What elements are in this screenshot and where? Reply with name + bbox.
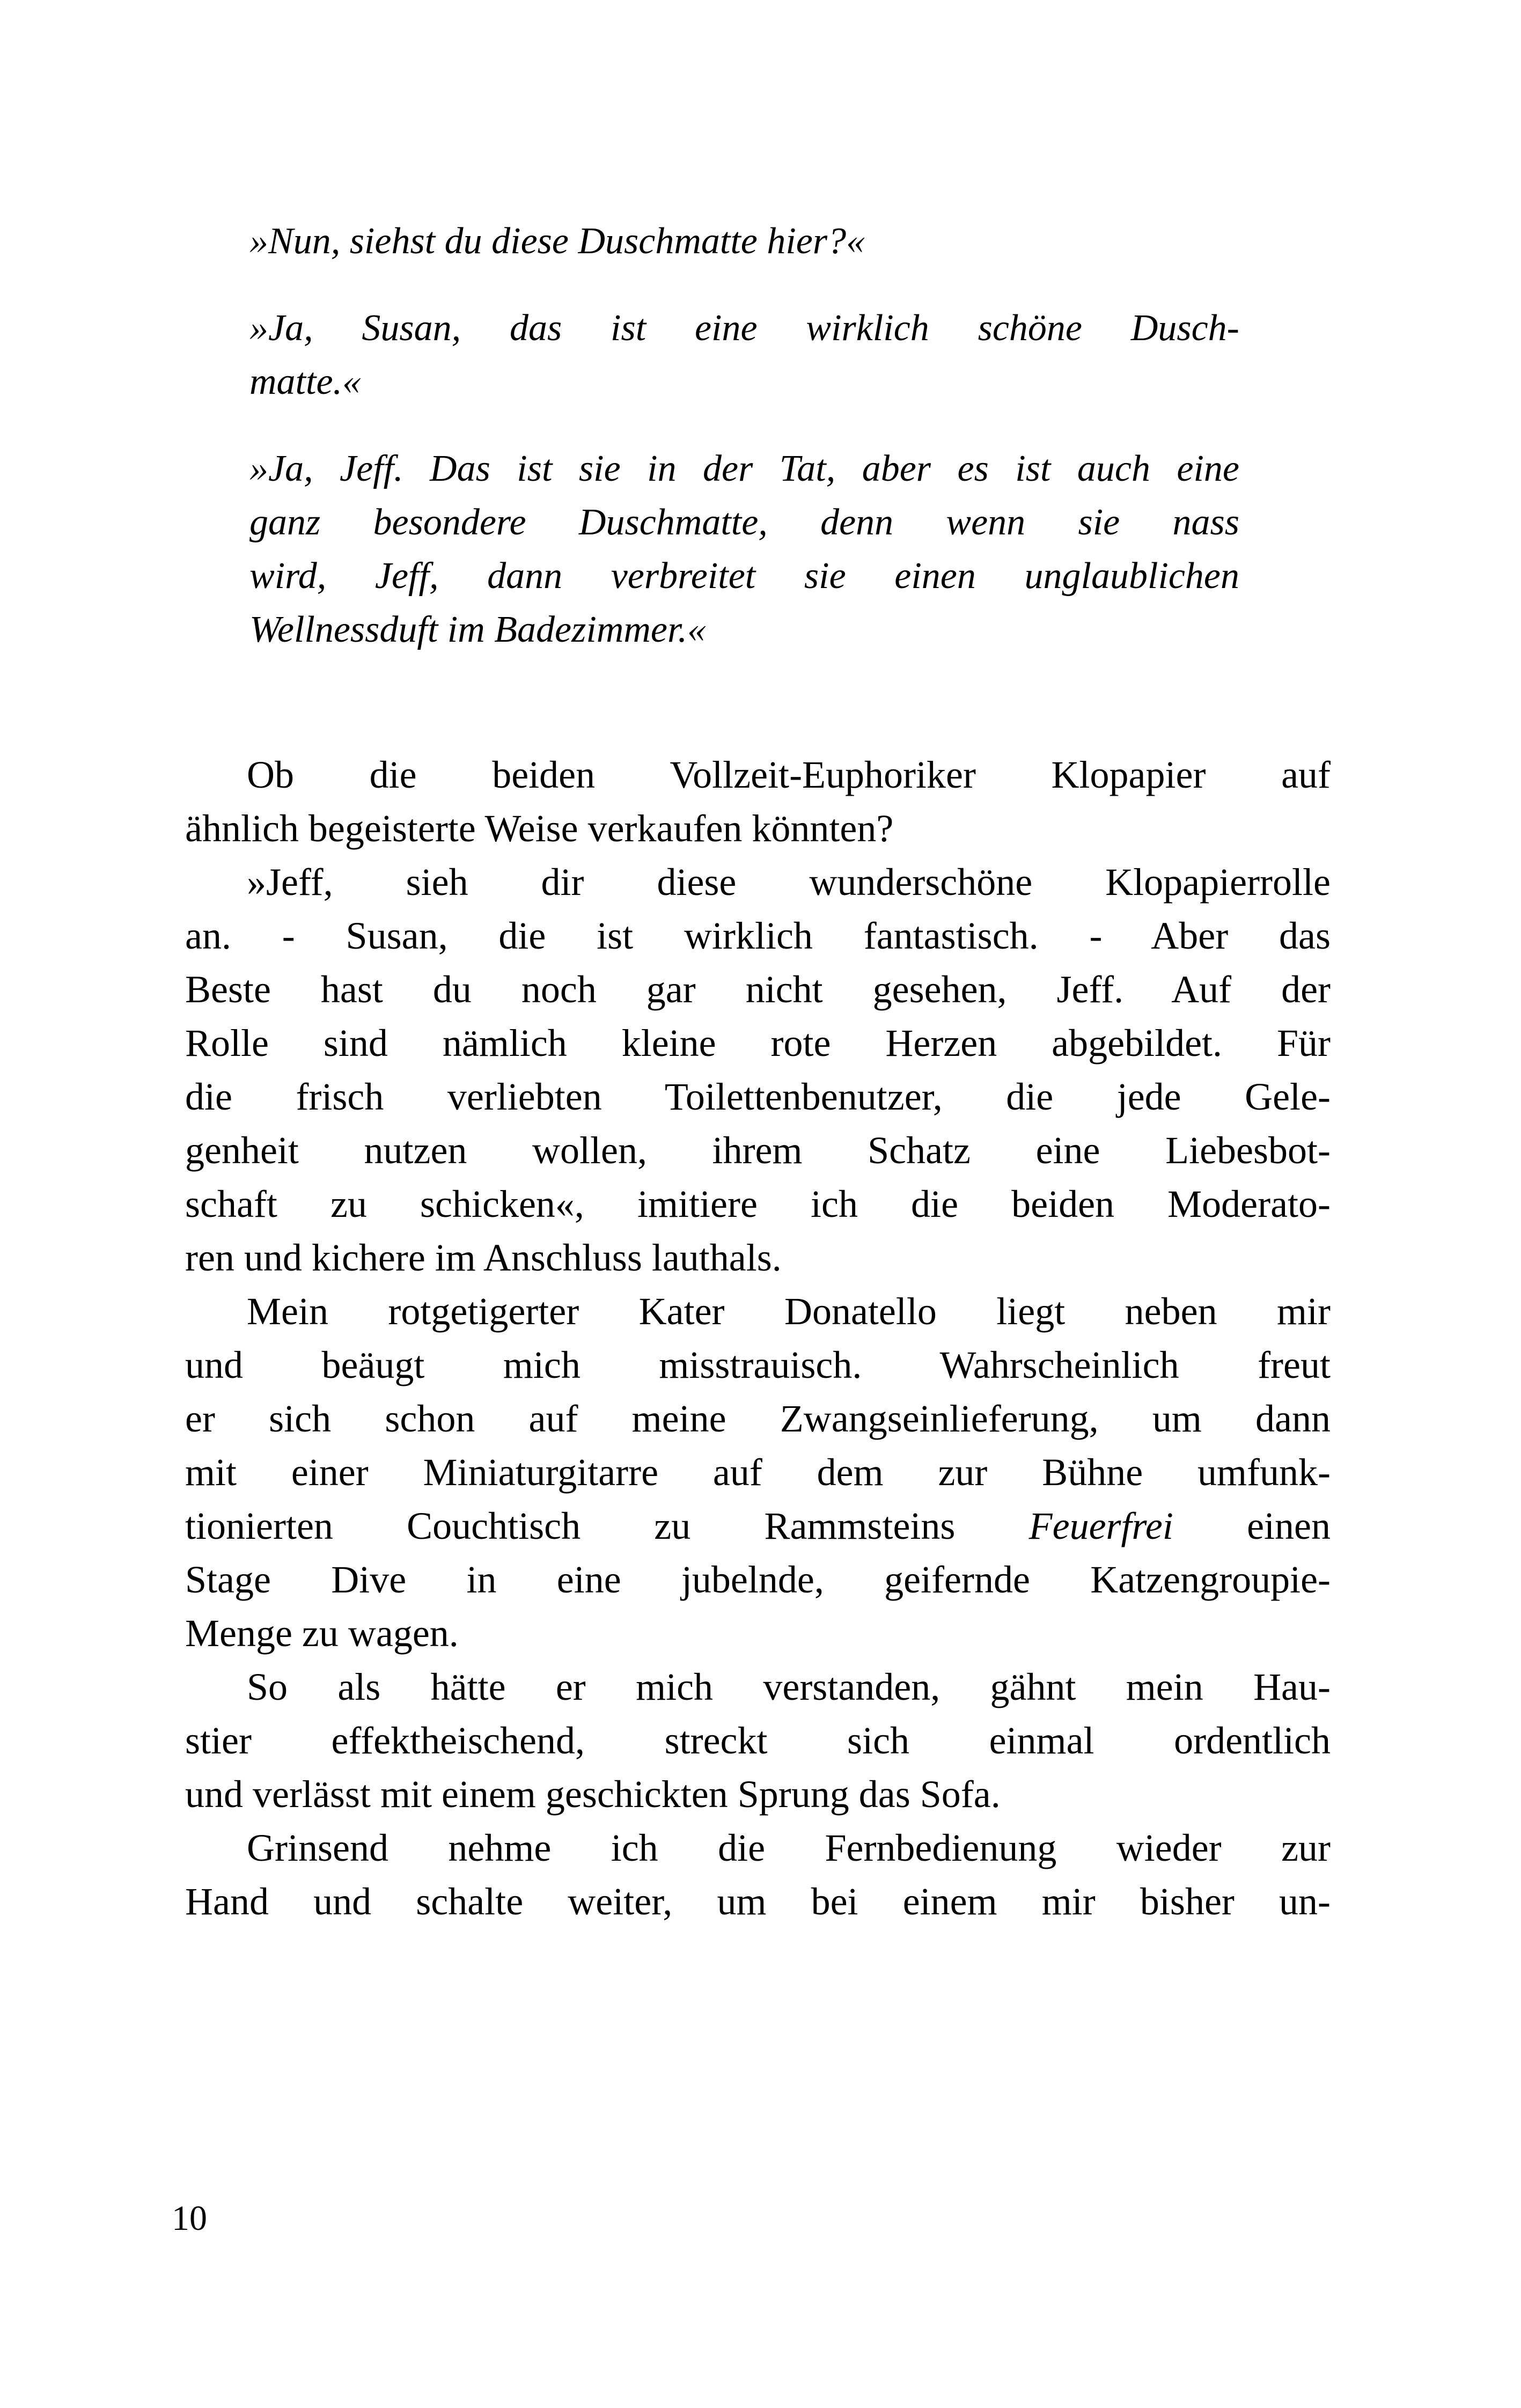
text-line: und verlässt mit einem geschickten Sprung das Sofa. [185,1773,1001,1816]
text-line: Hand und schalte weiter, um bei einem mir bisher un- [185,1880,1331,1923]
text-line: »Ja, Jeff. Das ist sie in der Tat, aber es ist auch eine [249,448,1239,489]
text-line: matte.« [249,361,362,402]
text-line: Ob die beiden Vollzeit-Euphoriker Klopapier auf [247,753,1331,796]
body-paragraph [185,1660,1331,1821]
text-line: Menge zu wagen. [185,1612,459,1655]
text-line: Stage Dive in eine jubelnde, geifernde Katzengroupie- [185,1558,1331,1601]
quote-paragraph [249,302,1239,409]
text-line: schaft zu schicken«, imitiere ich die beiden Moderato- [185,1183,1331,1225]
text-line: ren und kichere im Anschluss lauthals. [185,1236,782,1279]
text-line: »Jeff, sieh dir diese wunderschöne Klopapierrolle [247,861,1331,904]
page-number: 10 [172,2199,207,2238]
quote-paragraph [249,215,1239,268]
text-line: die frisch verliebten Toilettenbenutzer, die jede Gele- [185,1075,1331,1118]
body-paragraph [185,855,1331,1284]
body-paragraph [185,748,1331,855]
text-line: er sich schon auf meine Zwangseinlieferung, um dann [185,1397,1331,1440]
text-line: mit einer Miniaturgitarre auf dem zur Bühne umfunk- [185,1451,1331,1494]
text-line: genheit nutzen wollen, ihrem Schatz eine Liebesbot- [185,1129,1331,1172]
text-line: an. - Susan, die ist wirklich fantastisch. - Aber das [185,914,1331,957]
text-line: und beäugt mich misstrauisch. Wahrscheinlich freut [185,1344,1331,1386]
text-line: »Nun, siehst du diese Duschmatte hier?« [249,221,865,262]
body-paragraph [185,1284,1331,1660]
text-line: ähnlich begeisterte Weise verkaufen könnten? [185,807,894,850]
text-line: ganz besondere Duschmatte, denn wenn sie nass [249,502,1239,543]
text-segment: tionierten Couchtisch zu Rammsteins [185,1504,1029,1547]
text-line: Beste hast du noch gar nicht gesehen, Jeff. Auf der [185,968,1331,1011]
italic-emphasis: Feuerfrei [1028,1504,1173,1547]
text-line: Grinsend nehme ich die Fernbedienung wieder zur [247,1826,1331,1869]
quote-paragraph [249,442,1239,657]
text-line: Mein rotgetigerter Kater Donatello liegt neben mir [247,1290,1331,1333]
text-line: stier effektheischend, streckt sich einmal ordentlich [185,1719,1331,1762]
text-line: So als hätte er mich verstanden, gähnt mein Hau- [247,1665,1331,1708]
text-column [185,215,1331,1928]
text-line: Rolle sind nämlich kleine rote Herzen abgebildet. Für [185,1022,1331,1064]
text-line: wird, Jeff, dann verbreitet sie einen unglaublichen [249,555,1239,597]
text-line: »Ja, Susan, das ist eine wirklich schöne Dusch- [249,307,1239,349]
body-paragraph [185,1821,1331,1928]
text-line [185,1499,1331,1553]
text-line: Wellnessduft im Badezimmer.« [249,609,706,650]
text-segment: einen [1173,1504,1331,1547]
